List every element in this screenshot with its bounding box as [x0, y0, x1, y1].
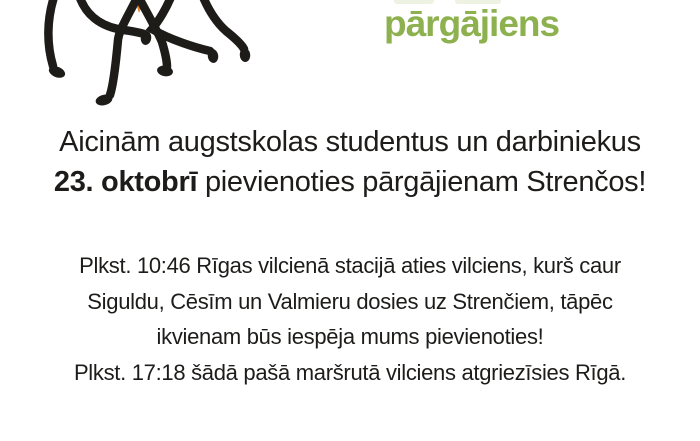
- body-line3: ikvienam būs iespēja mums pievienoties!: [156, 324, 544, 349]
- body-line2: Siguldu, Cēsīm un Valmieru dosies uz Strenčiem, tāpēc: [87, 288, 613, 314]
- headline-line2-rest: pievienoties pārgājienam Strenčos!: [197, 166, 647, 198]
- wordmark-pargajiens: pārgājiens: [384, 3, 560, 44]
- headline-line2: [0, 162, 700, 202]
- feet-blobs: [47, 30, 251, 107]
- headline: [0, 122, 700, 202]
- legs-strokes: [48, 0, 244, 95]
- headline-line1: Aicinām augstskolas studentus un darbiniekus: [59, 126, 641, 158]
- body-line1: Plkst. 10:46 Rīgas vilcienā stacijā aties vilciens, kurš caur: [79, 253, 621, 278]
- walking-figures-illustration: [40, 0, 260, 118]
- body-paragraph: [0, 248, 700, 390]
- headline-date: 23. oktobrī: [53, 166, 198, 198]
- body-line4: Plkst. 17:18 šādā pašā maršrutā vilciens atgriezīsies Rīgā.: [73, 359, 627, 385]
